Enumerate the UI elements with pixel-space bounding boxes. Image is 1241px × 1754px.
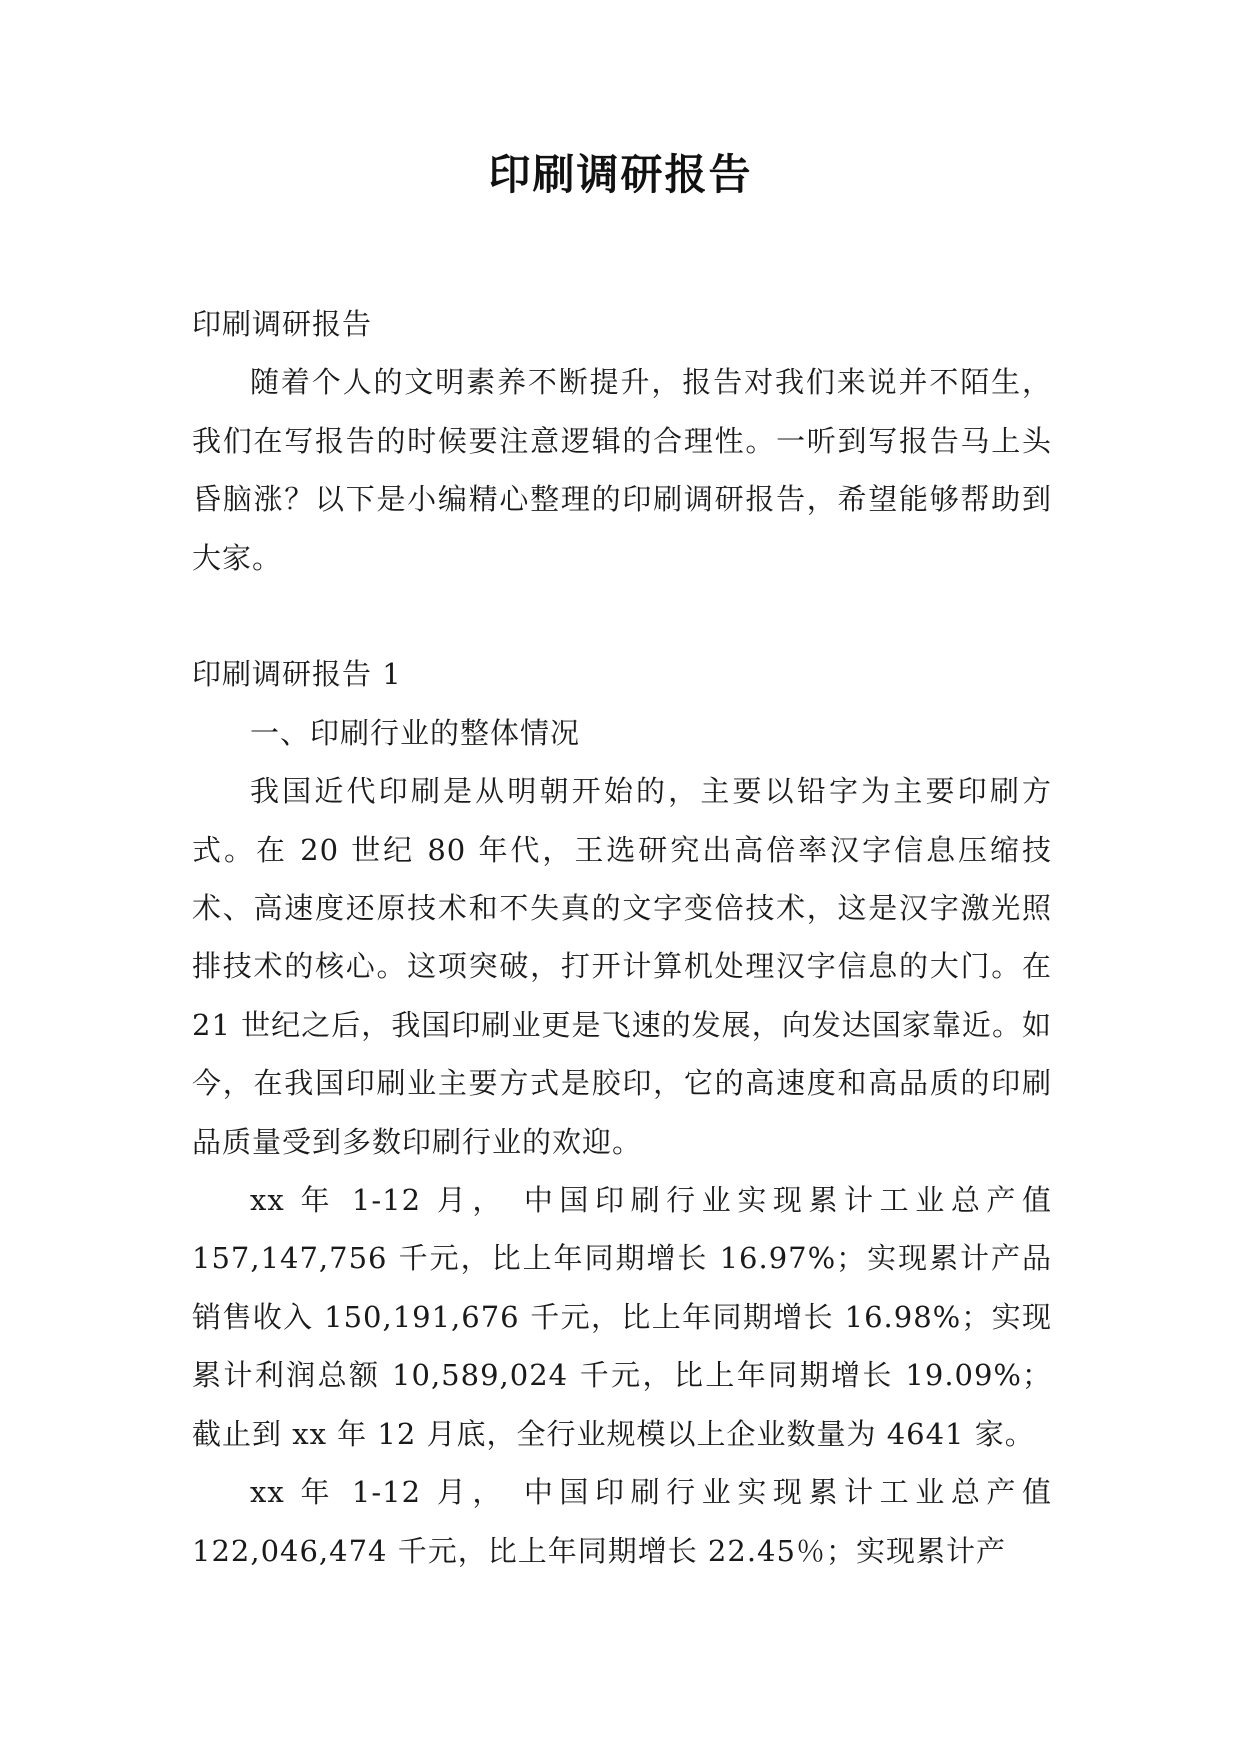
statistics-paragraph-continued: xx 年 1-12 月， 中国印刷行业实现累计工业总产值 122,046,474 千元，比上年同期增长 22.45％；实现累计产 xyxy=(192,1475,1052,1568)
document-title: 印刷调研报告 xyxy=(488,150,753,199)
history-paragraph: 我国近代印刷是从明朝开始的，主要以铅字为主要印刷方式。在 20 世纪 80 年代，王选研究出高倍率汉字信息压缩技术、高速度还原技术和不失真的文字变倍技术，这是汉字激光照排技术的核心。这项突破，打开计算机处理汉字信息的大门。在 21 世纪之后，我国印刷业更是飞速的发展，向发达国家靠近。如今，在我国印刷业主要方式是胶印，它的高速度和高品质的印刷品质量受到多数印刷行业的欢迎。 xyxy=(192,774,1052,1159)
document-body xyxy=(192,295,1052,1580)
section-heading: 印刷调研报告 xyxy=(192,307,373,341)
subsection-heading: 一、印刷行业的整体情况 xyxy=(250,715,581,750)
report-heading: 印刷调研报告 1 xyxy=(192,657,402,692)
statistics-paragraph: xx 年 1-12 月， 中国印刷行业实现累计工业总产值 157,147,756 千元，比上年同期增长 16.97%；实现累计产品销售收入 150,191,676 千元，比上年同期增长 16.98%；实现累计利润总额 10,589,024 千元，比上年同期增长 19.09%；截止到 xx 年 12 月底，全行业规模以上企业数量为 4641 家。 xyxy=(192,1183,1052,1451)
intro-paragraph: 随着个人的文明素养不断提升，报告对我们来说并不陌生，我们在写报告的时候要注意逻辑的合理性。一听到写报告马上头昏脑涨？以下是小编精心整理的印刷调研报告，希望能够帮助到大家。 xyxy=(192,365,1052,575)
